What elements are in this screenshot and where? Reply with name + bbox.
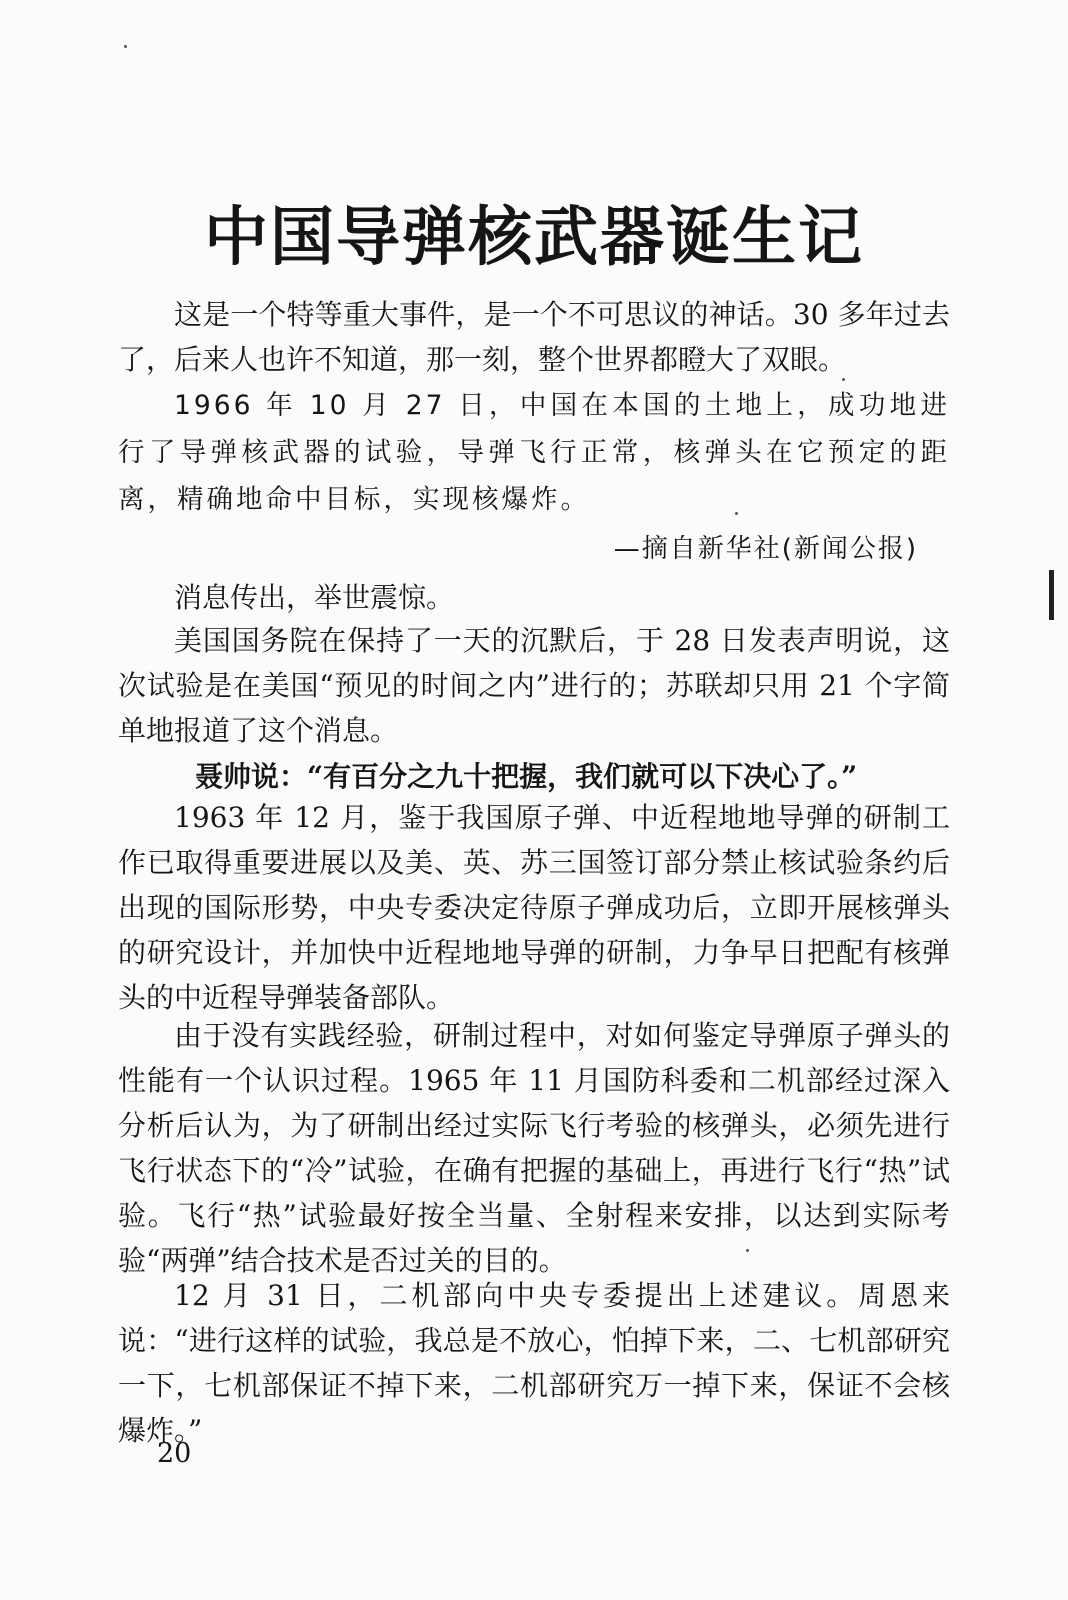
scan-edge-mark xyxy=(1049,570,1054,620)
reaction-paragraph: 消息传出，举世震惊。 xyxy=(174,581,455,614)
news-quote-paragraph: 1966 年 10 月 27 日，中国在本国的土地上，成功地进行了导弹核武器的试验，导弹飞行正常，核弹头在它预定的距离，精确地命中目标，实现核爆炸。 xyxy=(118,390,950,515)
quote-source: —摘自新华社(新闻公报) xyxy=(613,534,918,564)
intro-paragraph: 这是一个特等重大事件，是一个不可思议的神话。30 多年过去了，后来人也许不知道，那一刻，整个世界都瞪大了双眼。 xyxy=(118,298,950,376)
paragraph-dec-31: 12 月 31 日，二机部向中央专委提出上述建议。周恩来说：“进行这样的试验，我总是不放心，怕掉下来，二、七机部研究一下，七机部保证不掉下来，二机部研究万一掉下来，保证不会核爆炸。” xyxy=(118,1279,950,1447)
section-heading: 聂帅说：“有百分之九十把握，我们就可以下决心了。” xyxy=(195,760,858,793)
paragraph-experience: 由于没有实践经验，研制过程中，对如何鉴定导弹原子弹头的性能有一个认识过程。1965 年 11 月国防科委和二机部经过深入分析后认为，为了研制出经过实际飞行考验的核弹头，必须先进行飞行状态下的“冷”试验，在确有把握的基础上，再进行飞行“热”试验。飞行“热”试验最好按全当量、全射程来安排，以达到实际考验“两弹”结合技术是否过关的目的。 xyxy=(118,1019,950,1277)
page-number: 20 xyxy=(157,1438,192,1469)
scan-speck xyxy=(842,378,845,381)
paragraph-1963: 1963 年 12 月，鉴于我国原子弹、中近程地地导弹的研制工作已取得重要进展以及美、英、苏三国签订部分禁止核试验条约后出现的国际形势，中央专委决定待原子弹成功后，立即开展核弹头的研究设计，并加快中近程地地导弹的研制，力争早日把配有核弹头的中近程导弹装备部队。 xyxy=(118,801,950,1014)
scan-speck xyxy=(735,512,738,515)
scan-speck xyxy=(746,1249,749,1252)
page-title: 中国导弹核武器诞生记 xyxy=(204,200,864,275)
us-ussr-paragraph: 美国国务院在保持了一天的沉默后，于 28 日发表声明说，这次试验是在美国“预见的时间之内”进行的；苏联却只用 21 个字简单地报道了这个消息。 xyxy=(118,624,950,747)
scan-speck xyxy=(124,45,127,48)
